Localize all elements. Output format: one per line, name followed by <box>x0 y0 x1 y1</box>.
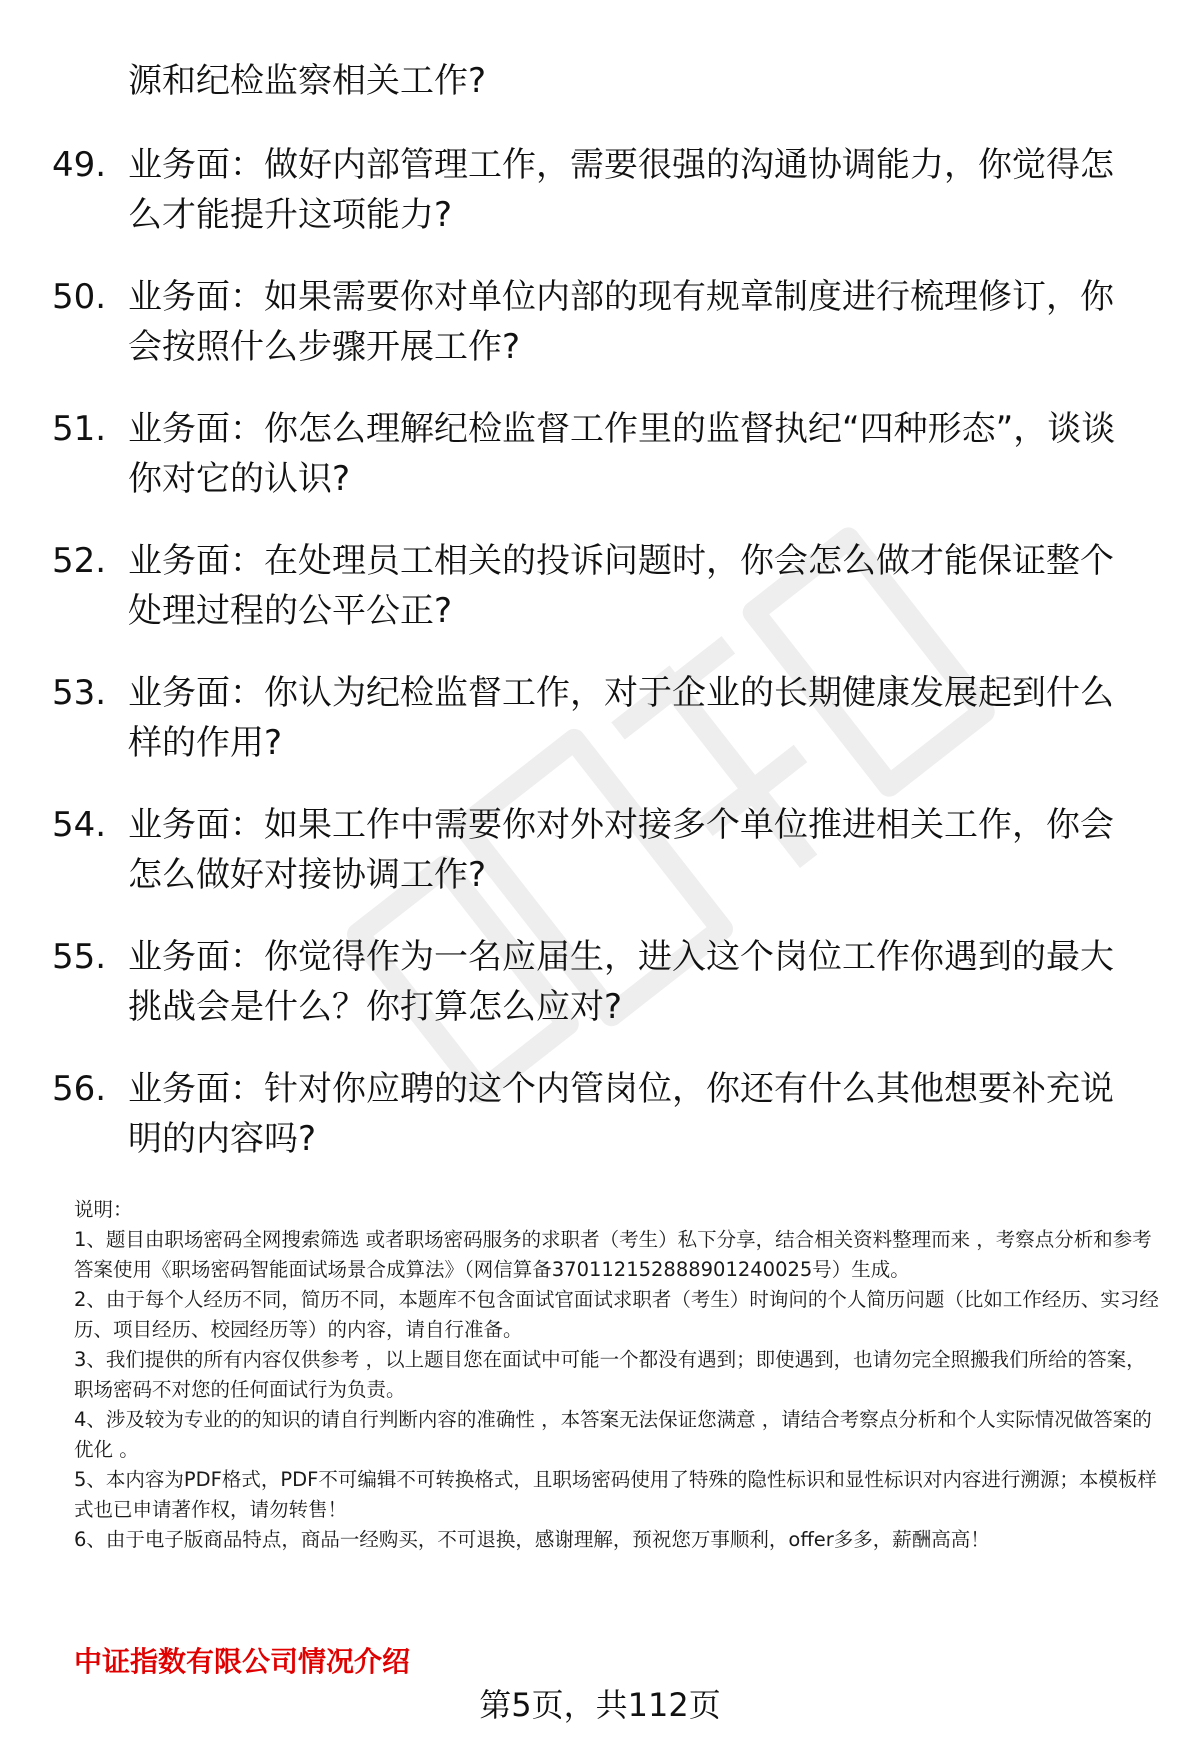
question-number: 52. <box>52 541 107 581</box>
question-text: 业务面：针对你应聘的这个内管岗位，你还有什么其他想要补充说明的内容吗? <box>128 1069 1114 1159</box>
question-number: 55. <box>52 937 107 977</box>
notes-section <box>74 1195 1164 1555</box>
question-number: 49. <box>52 145 107 185</box>
question-list <box>0 140 1200 1196</box>
note-item: 6、由于电子版商品特点，商品一经购买，不可退换，感谢理解，预祝您万事顺利，offer多多，薪酬高高！ <box>74 1528 990 1551</box>
question-number: 53. <box>52 673 107 713</box>
question-item <box>0 1064 1200 1196</box>
note-item: 4、涉及较为专业的的知识的请自行判断内容的准确性 ，本答案无法保证您满意 ，请结合考察点分析和个人实际情况做答案的优化 。 <box>74 1408 1152 1461</box>
question-continuation: 源和纪检监察相关工作? <box>128 61 487 101</box>
question-number: 51. <box>52 409 107 449</box>
question-item <box>0 800 1200 932</box>
page-number: 第5页，共112页 <box>479 1686 721 1724</box>
question-item <box>0 536 1200 668</box>
question-number: 56. <box>52 1069 107 1109</box>
question-item <box>0 272 1200 404</box>
company-intro-link[interactable]: 中证指数有限公司情况介绍 <box>74 1645 411 1678</box>
question-text: 业务面：如果需要你对单位内部的现有规章制度进行梳理修订，你会按照什么步骤开展工作? <box>128 277 1114 367</box>
note-item: 1、题目由职场密码全网搜索筛选 或者职场密码服务的求职者（考生）私下分享，结合相关资料整理而来 ，考察点分析和参考答案使用《职场密码智能面试场景合成算法》（网信算备370112152888901240025号）生成。 <box>74 1228 1152 1281</box>
notes-title: 说明： <box>74 1198 133 1221</box>
question-text: 业务面：你怎么理解纪检监督工作里的监督执纪“四种形态”，谈谈你对它的认识? <box>128 409 1116 499</box>
question-text: 业务面：你觉得作为一名应届生，进入这个岗位工作你遇到的最大挑战会是什么？你打算怎么应对? <box>128 937 1114 1027</box>
note-item: 2、由于每个人经历不同，简历不同，本题库不包含面试官面试求职者（考生）时询问的个人简历问题（比如工作经历、实习经历、项目经历、校园经历等）的内容，请自行准备。 <box>74 1288 1159 1341</box>
question-item <box>0 932 1200 1064</box>
question-number: 50. <box>52 277 107 317</box>
question-item <box>0 668 1200 800</box>
question-number: 54. <box>52 805 107 845</box>
note-item: 5、本内容为PDF格式，PDF不可编辑不可转换格式，且职场密码使用了特殊的隐性标识和显性标识对内容进行溯源；本模板样式也已申请著作权，请勿转售！ <box>74 1468 1157 1521</box>
question-text: 业务面：如果工作中需要你对外对接多个单位推进相关工作，你会怎么做好对接协调工作? <box>128 805 1114 895</box>
question-item <box>0 404 1200 536</box>
question-text: 业务面：在处理员工相关的投诉问题时，你会怎么做才能保证整个处理过程的公平公正? <box>128 541 1114 631</box>
question-text: 业务面：你认为纪检监督工作，对于企业的长期健康发展起到什么样的作用? <box>128 673 1114 763</box>
question-text: 业务面：做好内部管理工作，需要很强的沟通协调能力，你觉得怎么才能提升这项能力? <box>128 145 1114 235</box>
note-item: 3、我们提供的所有内容仅供参考 ，以上题目您在面试中可能一个都没有遇到；即使遇到，也请勿完全照搬我们所给的答案，职场密码不对您的任何面试行为负责。 <box>74 1348 1146 1401</box>
question-item <box>0 140 1200 272</box>
